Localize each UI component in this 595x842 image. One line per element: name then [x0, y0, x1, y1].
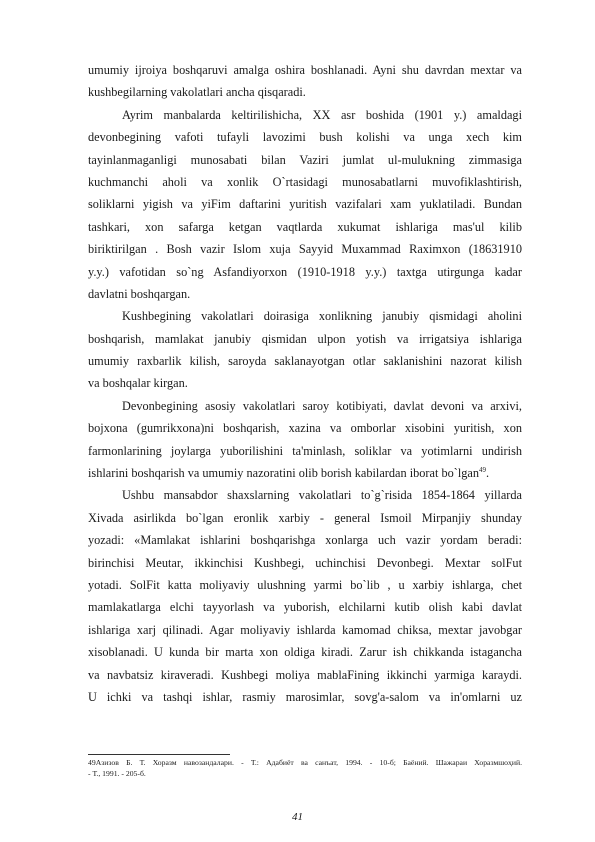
- paragraph-start-line: Devonbegining asosiy vakolatlari saroy kotibiyati, davlat devoni va arxivi,: [122, 398, 522, 413]
- text-line: U ichki va tashqi ishlar, rasmiy marosimlar, sovg'a-salom va in'omlarni uz: [88, 689, 522, 704]
- page-number: 41: [292, 811, 303, 823]
- text-line: ishlarini boshqarish va umumiy nazoratini olib borish kabilardan iborat bo`lgan: [88, 466, 480, 481]
- text-line: va navbatsiz kiraveradi. Kushbegi moliya mablaFining ikkinchi yarmiga karaydi.: [88, 667, 522, 682]
- paragraph-start-line: Ushbu mansabdor shaxslarning vakolatlari to`g`risida 1854-1864 yillarda: [122, 488, 522, 503]
- text-line-with-footnote: [88, 462, 522, 484]
- footnote-reference[interactable]: 49: [479, 465, 487, 474]
- text-line: kuchmanchi aholi va xonlik O`rtasidagi munosabatlarni muvofiklashtirish,: [88, 174, 522, 189]
- text-line: umumiy ijroiya boshqaruvi amalga oshira boshlanadi. Ayni shu davrdan mextar va: [88, 63, 522, 77]
- text-line: kushbegilarning vakolatlari ancha qisqaradi.: [88, 85, 306, 100]
- text-line: xisoblanadi. U kunda bir marta xon oldiga kiradi. Zarur ish chikkanda istagancha: [88, 645, 522, 660]
- paragraph-start-line: Kushbegining vakolatlari doirasiga xonlikning janubiy qismidagi aholini: [122, 309, 522, 324]
- text-line: soliklarni yigish va yiFim daftarini yuritish vazifalari xam yuklatiladi. Bundan: [88, 197, 522, 212]
- text-line: farmonlarining joylarga yuborilishini ta'minlash, soliklar va yotimlarni undirish: [88, 443, 522, 458]
- text-line: davlatni boshqargan.: [88, 286, 191, 301]
- text-line: tayinlanmaganligi munosabati bilan Vaziri jumlat ul-mulukning zimmasiga: [88, 152, 522, 167]
- text-line: bojxona (gumrikxona)ni boshqarish, xazina va omborlar xisobini yuritish, xon: [88, 421, 522, 436]
- text-line: umumiy raxbarlik kilish, saroyda saklanayotgan otlar saklanishini nazorat kilish: [88, 354, 522, 369]
- text-line: boshqarish, mamlakat janubiy qismidan ulpon yotish va irrigatsiya ishlariga: [88, 331, 522, 346]
- body-text: [88, 59, 522, 708]
- footnote-line: - Т., 1991. - 205-б.: [88, 769, 146, 778]
- text-line: devonbegining vafoti tufayli lavozimi bush kolishi va unga xech kim: [88, 130, 522, 145]
- footnote: [88, 757, 522, 779]
- text-line: yotadi. SolFit katta moliyaviy ulushning yarmi bo`lib , u xarbiy ishlarga, chet: [88, 577, 522, 592]
- text-line: Xivada asirlikda bo`lgan eronlik xarbiy - general Ismoil Mirpanjiy shunday: [88, 510, 522, 525]
- text-line: ishlariga xarj qilinadi. Agar moliyaviy ishlarda kamomad chiksa, mextar javobgar: [88, 622, 522, 637]
- text-line: y.y.) vafotidan so`ng Asfandiyorxon (1910-1918 y.y.) taxtga utirgunga kadar: [88, 264, 522, 279]
- footnote-line: 49Азизов Б. Т. Хоразм навозандалари. - Т.: Адабиёт ва санъат, 1994. - 10-б; Баёний. Шажараи Хоразмшоҳий.: [88, 758, 522, 767]
- text-line: va boshqalar kirgan.: [88, 376, 188, 391]
- text-line: tashkari, xon safarga ketgan vaqtlarda xukumat ishlariga mas'ul kilib: [88, 219, 522, 234]
- paragraph-start-line: Ayrim manbalarda keltirilishicha, XX asr boshida (1901 y.) amaldagi: [122, 107, 522, 122]
- text-line: mamlakatlarga elchi tayyorlash va yuborish, elchilarni kutib olish kabi davlat: [88, 600, 522, 615]
- text-line: biriktirilgan . Bosh vazir Islom xuja Sayyid Muxammad Raximxon (18631910: [88, 242, 522, 257]
- text-line: birinchisi Meutar, ikkinchisi Kushbegi, uchinchisi Devonbegi. Mextar solFut: [88, 555, 522, 570]
- footnote-divider: [88, 754, 230, 755]
- line-end-punctuation: .: [486, 466, 490, 481]
- text-line: yozadi: «Mamlakat ishlarini boshqarishga xonlarga uch vazir yordam beradi:: [88, 533, 522, 548]
